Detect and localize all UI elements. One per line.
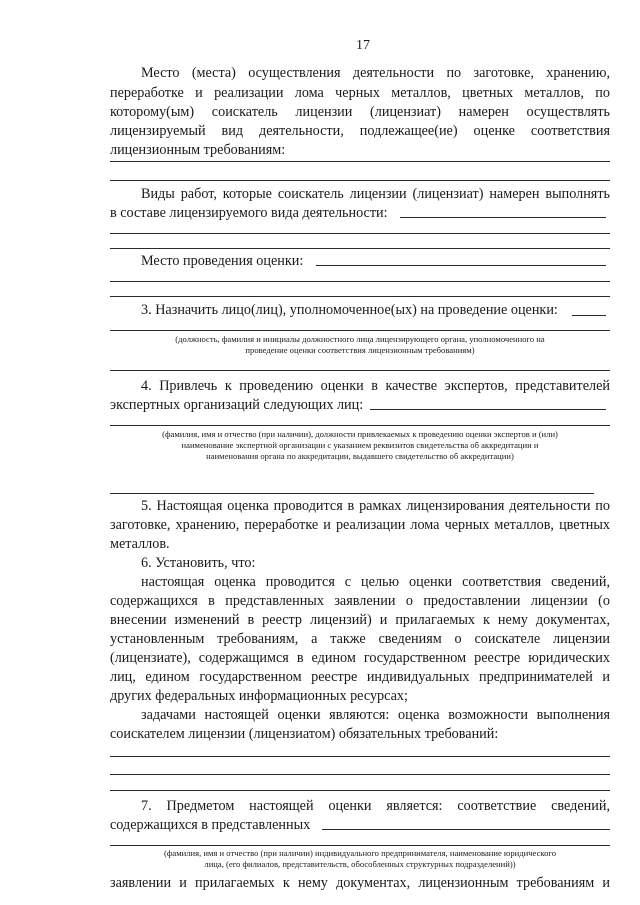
text-line: содержащихся в представленных (110, 817, 311, 833)
text-line: 3. Назначить лицо(лиц), уполномоченное(ых) на проведение оценки: (141, 302, 558, 318)
footnote-line: проведение оценки соответствия лицензионным требованиям) (245, 345, 475, 355)
text-line: экспертных организаций следующих лиц: (110, 397, 364, 413)
text-line: заявлении и прилагаемых к нему документах, лицензионным требованиям и (110, 875, 610, 891)
text-line: соискателем лицензии (лицензиатом) обязательных требований: (110, 726, 499, 742)
fill-line (110, 161, 610, 162)
fill-line (110, 493, 594, 494)
fill-line (322, 829, 610, 830)
footnote-line: наименования органа по аккредитации, выдавшего свидетельство об аккредитации) (206, 451, 514, 461)
text-line: переработке и реализации лома черных металлов, цветных металлов, по (110, 85, 610, 101)
fill-line (370, 409, 606, 410)
fill-line (110, 330, 610, 331)
text-line: 6. Установить, что: (141, 555, 256, 571)
text-line: Место (места) осуществления деятельности по заготовке, хранению, (141, 65, 610, 81)
fill-line (110, 756, 610, 757)
text-line: Место проведения оценки: (141, 253, 304, 269)
text-line: внесении изменений в реестр лицензий) и прилагаемых к нему документах, (110, 612, 610, 628)
fill-line (110, 790, 610, 791)
text-line: задачами настоящей оценки являются: оценка возможности выполнения (141, 707, 610, 723)
text-line: в составе лицензируемого вида деятельности: (110, 205, 388, 221)
fill-line (110, 370, 610, 371)
footnote-line: (фамилия, имя и отчество (при наличии), должности привлекаемых к проведению оценки экспертов и (или) (162, 429, 558, 439)
text-line: Виды работ, которые соискатель лицензии (лицензиат) намерен выполнять (141, 186, 610, 202)
fill-line (110, 233, 610, 234)
fill-line (110, 248, 610, 249)
fill-line (110, 845, 610, 846)
text-line: металлов. (110, 536, 170, 552)
fill-line (572, 315, 606, 316)
fill-line (316, 265, 606, 266)
fill-line (110, 425, 610, 426)
text-line: содержащихся в представленных заявлении о предоставлении лицензии (о (110, 593, 610, 609)
text-line: лицензируемый вид деятельности, подлежащее(ие) оценке соответствия (110, 123, 610, 139)
fill-line (110, 296, 610, 297)
text-line: лицензионным требованиям: (110, 142, 286, 158)
footnote-line: наименование экспертной организации с указанием реквизитов свидетельства об аккредитации и (181, 440, 539, 450)
text-line: 5. Настоящая оценка проводится в рамках лицензирования деятельности по (141, 498, 610, 514)
text-line: установленным требованиям, а также сведениям о соискателе лицензии (110, 631, 610, 647)
footnote-line: (должность, фамилия и инициалы должностного лица лицензирующего органа, уполномоченного на (175, 334, 545, 344)
text-line: лиц, едином государственном реестре индивидуальных предпринимателей и (110, 669, 610, 685)
text-line: которому(ым) соискатель лицензии (лицензиат) намерен осуществлять (110, 104, 610, 120)
text-line: 4. Привлечь к проведению оценки в качестве экспертов, представителей (141, 378, 610, 394)
text-line: заготовке, хранению, переработке и реализации лома черных металлов, цветных (110, 517, 610, 533)
text-line: настоящая оценка проводится с целью оценки соответствия сведений, (141, 574, 610, 590)
fill-line (400, 217, 606, 218)
text-line: 7. Предметом настоящей оценки является: соответствие сведений, (141, 798, 610, 814)
fill-line (110, 281, 610, 282)
footnote-line: лица, (его филиалов, представительств, обособленных структурных подразделений)) (204, 859, 516, 869)
fill-line (110, 180, 610, 181)
text-line: других федеральных информационных ресурсах; (110, 688, 408, 704)
fill-line (110, 774, 610, 775)
text-line: (лицензиате), содержащимся в едином государственном реестре юридических (110, 650, 610, 666)
page-number: 17 (356, 38, 370, 53)
footnote-line: (фамилия, имя и отчество (при наличии) индивидуального предпринимателя, наименование юридического (163, 848, 557, 858)
